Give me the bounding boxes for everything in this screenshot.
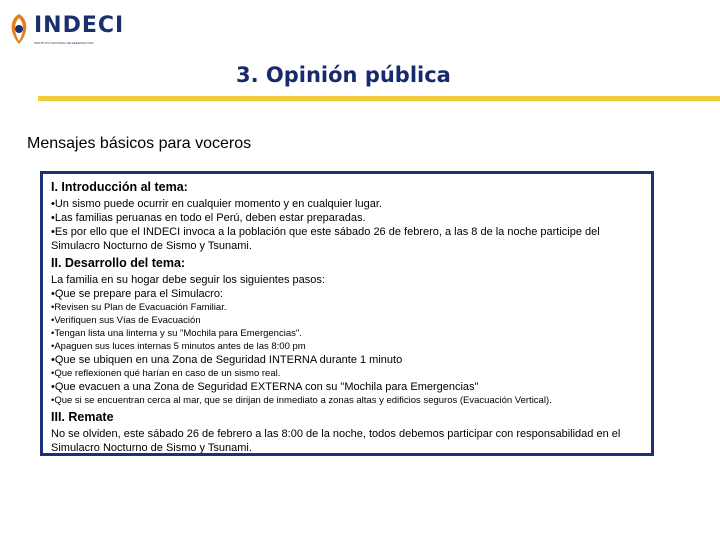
page-title: 3. Opinión pública (236, 63, 451, 87)
section-heading: III. Remate (51, 410, 114, 424)
page-subtitle: Mensajes básicos para voceros (27, 135, 252, 152)
section-line: No se olviden, este sábado 26 de febrero a las 8:00 de la noche, todos debemos participar con responsabilidad en el Simulacro Nocturno de Sismo y Tsunami. (51, 428, 621, 454)
section-line: •Verifiquen sus Vías de Evacuación (51, 315, 201, 326)
section-line: •Que se prepare para el Simulacro: (51, 288, 223, 300)
spacer (51, 455, 643, 456)
section-line: •Que si se encuentran cerca al mar, que se dirijan de inmediato a zonas altas y edificios seguros (Evacuación Vertical). (51, 395, 552, 406)
section-heading: II. Desarrollo del tema: (51, 256, 186, 270)
section-line: •Apaguen sus luces internas 5 minutos antes de las 8:00 pm (51, 341, 306, 352)
logo-subtext: INSTITUTO NACIONAL DE DEFENSA CIVIL (34, 41, 95, 45)
message-box (40, 171, 654, 456)
section-line: •Que se ubiquen en una Zona de Seguridad INTERNA durante 1 minuto (51, 354, 403, 366)
section-line: •Tengan lista una linterna y su "Mochila para Emergencias". (51, 328, 302, 339)
indeci-emblem-icon (8, 12, 30, 46)
section-line: •Que reflexionen qué harían en caso de un sismo real. (51, 368, 281, 379)
section-line: •Que evacuen a una Zona de Seguridad EXTERNA con su "Mochila para Emergencias" (51, 381, 479, 393)
section-line: •Las familias peruanas en todo el Perú, deben estar preparadas. (51, 212, 366, 224)
title-underline (38, 96, 720, 101)
section-line: La familia en su hogar debe seguir los siguientes pasos: (51, 274, 325, 286)
indeci-logo (8, 12, 125, 48)
section-line: •Es por ello que el INDECI invoca a la población que este sábado 26 de febrero, a las 8 de la noche participe del Simulacro Nocturno de Sismo y Tsunami. (51, 226, 600, 252)
logo-wordmark: INDECI (34, 13, 125, 38)
section-heading: I. Introducción al tema: (51, 180, 188, 194)
section-line: •Revisen su Plan de Evacuación Familiar. (51, 302, 227, 313)
section-line: •Un sismo puede ocurrir en cualquier momento y en cualquier lugar. (51, 198, 382, 210)
